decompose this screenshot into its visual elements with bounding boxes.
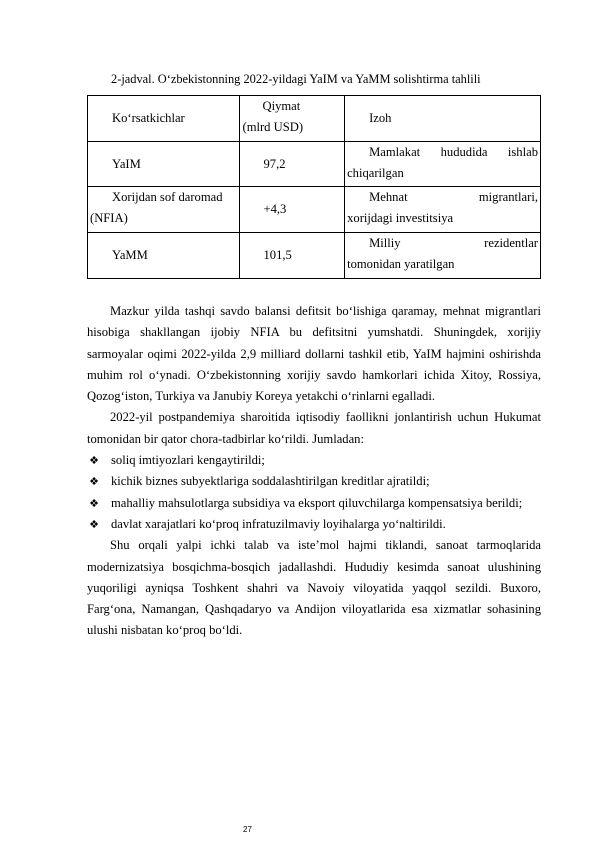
header-cell-note [345,96,541,142]
diamond-bullet-icon: ❖ [89,496,99,510]
row-value-cell [239,187,345,233]
row-note-cell [345,142,541,187]
row-note-cell [345,233,541,279]
row-indicator: YaMM [112,248,148,263]
diamond-bullet-icon: ❖ [89,517,99,531]
bullet-item [87,493,541,514]
bullet-text: davlat xarajatlari ko‘proq infratuzilmaviy loyihalarga yo‘naltirildi. [111,516,446,531]
row-indicator-line2: (NFIA) [90,210,128,225]
paragraph-trade-balance: Mazkur yilda tashqi savdo balansi defitsit bo‘lishiga qaramay, mehnat migrantlari hisobiga shakllangan ijobiy NFIA bu defitsitni yumshatdi. Shuningdek, xorijiy sarmoyalar oqimi 2022-yilda 2,9 milliard dollarni tashkil etib, YaIM hajmini oshirishda muhim rol o‘ynadi. O‘zbekistonning xorijiy savdo hamkorlari ichida Xitoy, Rossiya, Qozog‘iston, Turkiya va Janubiy Koreya yetakchi o‘rinlarni egalladi. [87,304,541,404]
row-note-line1: Milliy rezidentlar [369,236,538,250]
bullet-text: kichik biznes subyektlariga soddalashtirilgan kreditlar ajratildi; [111,474,430,489]
table-row [88,142,541,187]
header-cell-indicator [88,96,240,142]
body-text [87,301,541,642]
header-value-label: Qiymat [262,99,301,113]
row-value-cell [239,233,345,279]
header-indicator-label: Ko‘rsatkichlar [112,111,185,126]
table-row [88,187,541,233]
bullet-item [87,450,541,471]
table-row [88,233,541,279]
row-value-cell [239,142,345,187]
row-value: 97,2 [263,156,286,171]
diamond-bullet-icon: ❖ [89,475,99,489]
row-note-line2: xorijdagi investitsiya [347,210,454,225]
paragraph-postpandemic: 2022-yil postpandemiya sharoitida iqtisodiy faollikni jonlantirish uchun Hukumat tomonidan bir qator chora-tadbirlar ko‘rildi. Jumladan: [87,410,541,446]
row-indicator-cell [88,142,240,187]
table-caption: 2-jadval. O‘zbekistonning 2022-yildagi YaIM va YaMM solishtirma tahlili [111,72,481,86]
header-value-unit: (mlrd USD) [242,119,304,134]
table-header-row [88,96,541,142]
row-value: +4,3 [263,202,287,217]
row-value: 101,5 [263,248,292,263]
row-note-cell [345,187,541,233]
header-note-label: Izoh [369,111,392,126]
row-note-line1: Mehnat migrantlari, [369,190,538,204]
row-note-line2: chiqarilgan [347,165,404,180]
row-indicator-cell [88,233,240,279]
bullet-item [87,514,541,535]
row-note-line2: tomonidan yaratilgan [347,256,455,271]
page-number: 27 [243,825,252,834]
comparison-table [87,95,541,279]
bullet-item [87,471,541,492]
row-indicator-cell [88,187,240,233]
bullet-text: mahalliy mahsulotlarga subsidiya va eksport qiluvchilarga kompensatsiya berildi; [111,495,523,510]
row-indicator: YaIM [112,156,141,171]
row-note-line1: Mamlakat hududida ishlab [369,145,538,159]
bullet-text: soliq imtiyozlari kengaytirildi; [111,453,265,468]
diamond-bullet-icon: ❖ [89,454,99,468]
header-cell-value [239,96,345,142]
paragraph-regional: Shu orqali yalpi ichki talab va iste’mol hajmi tiklandi, sanoat tarmoqlarida modernizatsiya bosqichma-bosqich jadallashdi. Hududiy kesimda sanoat ulushining yuqoriligi ayniqsa Toshkent shahri va Navoiy viloyatida yaqqol sezildi. Buxoro, Farg‘ona, Namangan, Qashqadaryo va Andijon viloyatlarida esa xizmatlar sohasining ulushi nisbatan ko‘proq bo‘ldi. [87,538,541,638]
row-indicator: Xorijdan sof daromad [112,190,223,204]
